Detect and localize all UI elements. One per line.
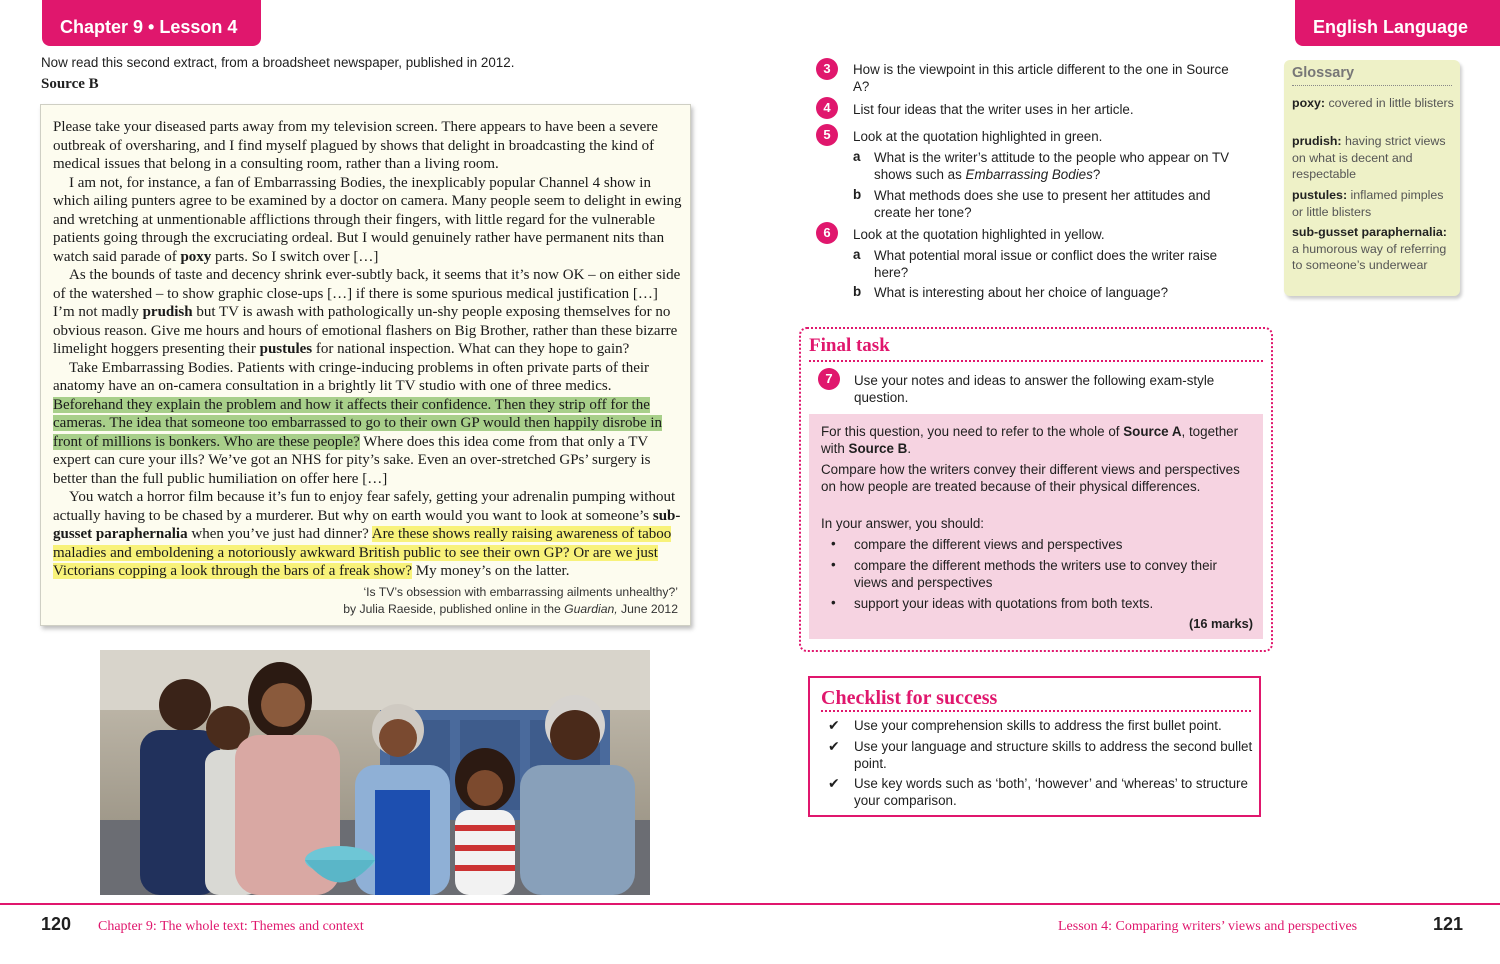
exam-question-box — [809, 414, 1263, 639]
glossary-term-sub-gusset: sub-gusset paraphernalia — [53, 507, 681, 542]
checklist-item: Use key words such as ‘both’, ‘however’ and ‘whereas’ to structure your comparison. — [854, 776, 1248, 808]
extract-text: but TV is awash with pathologically un-shy people exposing themselves for no obvious reason. Give me hours and hours of emotional flashers on Big Brother, rather than these bizarre limelight hoggers presenting their — [53, 304, 678, 357]
question-4-text: List four ideas that the writer uses in her article. — [853, 102, 1134, 117]
marks-label: (16 marks) — [1188, 616, 1253, 631]
question-7-number: 7 — [818, 368, 840, 390]
footer-divider — [0, 903, 1500, 905]
question-5-text: Look at the quotation highlighted in green. — [853, 129, 1103, 144]
bullet-icon: • — [831, 595, 836, 610]
question-5-number: 5 — [816, 124, 838, 146]
glossary-entry: poxy: covered in little blisters — [1292, 96, 1454, 110]
citation-title: ‘Is TV’s obsession with embarrassing ailments unhealthy?’ — [363, 585, 678, 599]
extract-text: As the bounds of taste and decency shrink ever-subtly back, it seems that it’s now OK – on either side of the watershed – to show graphic close-ups […] if there is some spurious medical justification […] I’m not madly — [53, 267, 681, 320]
question-3-text: How is the viewpoint in this article different to the one in Source A? — [853, 62, 1229, 94]
extract-text: parts. So I switch over […] — [211, 248, 379, 265]
exam-question-prompt: Compare how the writers convey their different views and perspectives on how people are treated because of their physical differences. — [821, 462, 1240, 494]
extract-paragraph-3 — [53, 266, 683, 359]
chapter-lesson-tab: Chapter 9 • Lesson 4 — [42, 0, 261, 46]
bullet-icon: • — [831, 536, 836, 551]
right-footer-title: Lesson 4: Comparing writers’ views and perspectives — [1058, 919, 1358, 934]
question-6a-text: What potential moral issue or conflict does the writer raise here? — [874, 248, 1218, 280]
question-4-number: 4 — [816, 97, 838, 119]
left-page-number: 120 — [41, 914, 72, 934]
extract-text: Where does this idea come from that only a TV expert can cure your ills? We’ve got an NHS for pity’s sake. Even an over-stretched GPs’ surgery is better than the full public humiliation on offer here […] — [53, 433, 651, 487]
extract-paragraph-2 — [53, 174, 683, 267]
extract-text: I am not, for instance, a fan of Embarrassing Bodies, the inexplicably popular Channel 4 show in which ailing punters agree to be examined by a doctor on camera. Many people seem to delight in ewing and wretching at unmentionable afflictions through their fingers, with little regard for the vulnerable patients going through the excruciating ordeal. But I would genuinely rather have permanent nits than watch said parade of — [53, 174, 682, 265]
yellow-highlighted-quotation: Are these shows really raising awareness of taboo maladies and emboldening a notoriously awkward British public to see their own GP? Or are we just Victorians copping a look through the bars of a freak show? — [53, 526, 672, 579]
question-5a-label: a — [853, 149, 861, 164]
question-6-text: Look at the quotation highlighted in yellow. — [853, 227, 1105, 242]
extract-paragraph-4 — [53, 359, 683, 489]
extract-text: Take Embarrassing Bodies. Patients with cringe-inducing problems in often private parts of their anatomy have an on-camera consultation in a brightly lit TV studio with one of three medics. — [53, 359, 650, 394]
exam-question-instructions: In your answer, you should: — [821, 516, 985, 531]
glossary-term-pustules: pustules — [259, 341, 313, 357]
extract-body — [53, 118, 683, 581]
citation-author: by Julia Raeside, published online in the Guardian, June 2012 — [343, 601, 678, 616]
checklist-box — [808, 676, 1261, 817]
subject-tab: English Language — [1295, 0, 1500, 46]
checklist-item: Use your comprehension skills to address the first bullet point. — [854, 718, 1222, 733]
source-b-extract — [40, 104, 691, 626]
extract-text: when you’ve just had dinner? — [187, 526, 372, 542]
right-page-number: 121 — [1433, 914, 1464, 934]
final-task-title: Final task — [809, 335, 1263, 362]
glossary-entry: sub-gusset paraphernalia: a humorous way of referring to someone’s underwear — [1292, 225, 1447, 272]
question-5b-label: b — [853, 187, 862, 202]
checklist-title: Checklist for success — [821, 686, 1251, 712]
glossary-term-poxy: poxy — [180, 248, 212, 265]
checkmark-icon: ✔ — [828, 738, 840, 754]
final-task-box — [799, 327, 1273, 652]
question-7-text: Use your notes and ideas to answer the following exam-style question. — [854, 373, 1215, 405]
extract-text: for national inspection. What can they hope to gain? — [312, 341, 630, 357]
extract-text: You watch a horror film because it’s fun to enjoy fear safely, getting your adrenalin pumping without actually having to be chased by a murderer. But why on earth would you want to look at someone’s — [53, 489, 676, 524]
question-5b-text: What methods does she use to present her attitudes and create her tone? — [874, 188, 1211, 220]
exam-bullet-2: compare the different methods the writers use to convey their views and perspectives — [854, 558, 1217, 590]
bullet-icon: • — [831, 557, 836, 572]
exam-bullet-3: support your ideas with quotations from both texts. — [854, 596, 1154, 611]
glossary-entry: pustules: inflamed pimples or little blisters — [1292, 188, 1444, 219]
question-5a-text: What is the writer’s attitude to the people who appear on TV shows such as Embarrassing Bodies? — [874, 150, 1230, 182]
extract-text: My money’s on the latter. — [412, 563, 570, 579]
question-6a-label: a — [853, 247, 861, 262]
glossary-box — [1284, 60, 1460, 296]
citation — [343, 584, 678, 617]
green-highlighted-quotation: Beforehand they explain the problem and how it affects their confidence. Then they strip off for the cameras. The idea that someone too embarrassed to go to their own GP would then happily disrobe in front of millions is bonkers. Who are these people? — [53, 396, 663, 450]
question-6b-label: b — [853, 284, 862, 299]
intro-text: Now read this second extract, from a broadsheet newspaper, published in 2012. — [41, 55, 515, 70]
question-6b-text: What is interesting about her choice of language? — [874, 285, 1169, 300]
question-3-number: 3 — [816, 58, 838, 80]
source-label: Source B — [41, 76, 99, 92]
left-footer-title: Chapter 9: The whole text: Themes and context — [98, 919, 364, 934]
exam-bullet-1: compare the different views and perspectives — [854, 537, 1123, 552]
glossary-term-prudish: prudish — [142, 304, 193, 320]
exam-question-intro: For this question, you need to refer to the whole of Source A, together with Source B. — [821, 424, 1239, 456]
family-watching-tv-photo — [100, 650, 650, 895]
extract-paragraph-5 — [53, 488, 683, 581]
checkmark-icon: ✔ — [828, 717, 840, 733]
checklist-item: Use your language and structure skills to address the second bullet point. — [854, 739, 1253, 771]
extract-paragraph-1: Please take your diseased parts away from my television screen. There appears to have been a severe outbreak of oversharing, and I find myself plagued by shows that delight in broadcasting the kind of medical issues that belong in a consulting room, rather than a living room. — [53, 119, 658, 172]
checkmark-icon: ✔ — [828, 775, 840, 791]
question-6-number: 6 — [816, 222, 838, 244]
glossary-entry: prudish: having strict views on what is decent and respectable — [1292, 134, 1446, 181]
glossary-title: Glossary — [1292, 65, 1452, 86]
